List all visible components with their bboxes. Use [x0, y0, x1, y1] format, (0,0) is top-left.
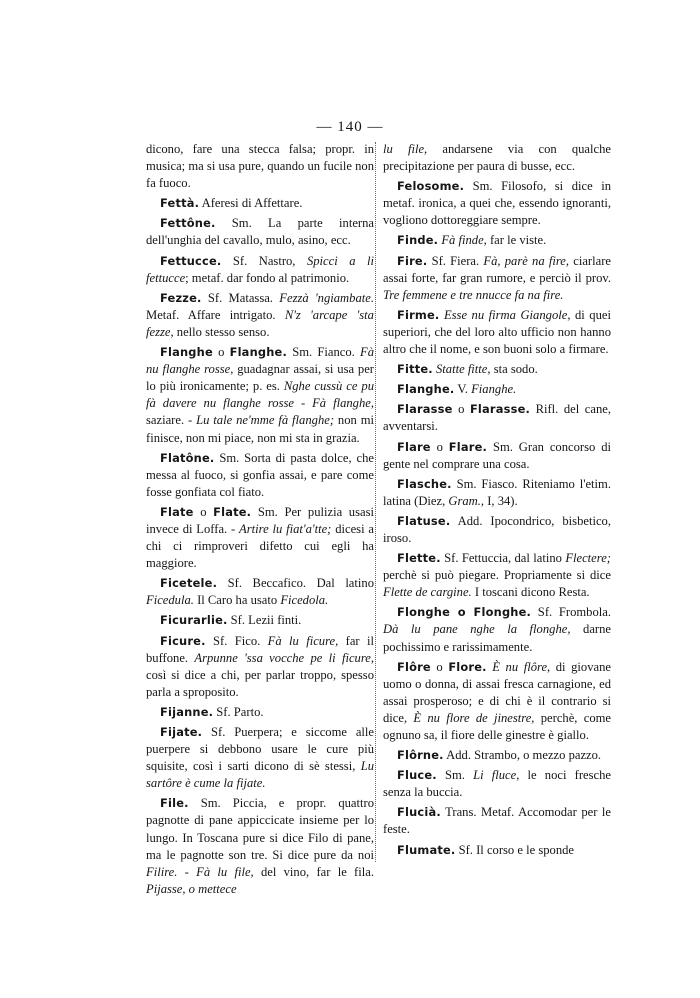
entry-text: Metaf. Affare intrigato. [146, 307, 285, 322]
entry-text: Sf. Frombola. [531, 605, 612, 620]
entry-headword: Fijanne. [160, 704, 214, 719]
entry-example: Pijasse, o mettece [146, 881, 237, 896]
entry-example: È nu flôre, [492, 659, 551, 674]
entry-text: Sf. Fiera. [427, 253, 484, 268]
entry-text: I, 34). [484, 493, 518, 508]
entry-text: Sf. Fico. [205, 633, 268, 648]
entry-headword: Fezze. [160, 290, 202, 305]
entry-headword: Flare. [448, 439, 488, 454]
entry-text: Sf. Lezii finti. [227, 613, 302, 628]
entry-text: guadagnar assai, si usa per lo più ironicamente; p. es. [146, 362, 374, 394]
entry-text: Sf. Parto. [213, 704, 264, 719]
left-column [146, 141, 374, 901]
entry-headword: Flucià. [397, 805, 441, 820]
entry-headword: Fluce. [397, 768, 437, 783]
entry-text: perchè, come ognuno sa, il fiore delle ginestre è giallo. [383, 710, 611, 742]
dictionary-entry [146, 290, 374, 341]
entry-text: o [430, 659, 449, 674]
entry-example: Lu sartôre è cume la fijate. [146, 759, 374, 791]
entry-text: far il buffone. [146, 633, 374, 665]
entry-example: Flectere; [565, 551, 611, 566]
dictionary-entry [383, 253, 611, 304]
entry-headword: Flôre [397, 659, 431, 674]
entry-text: dicesi a chi ci rimproveri difetto cui egli ha maggiore. [146, 521, 374, 571]
entry-example: Arpunne 'ssa vocche pe li ficure, [194, 650, 374, 665]
dictionary-entry [146, 575, 374, 609]
entry-text: dicono, fare una stecca falsa; propr. in musica; ma si usa pure, quando un fucile non fa fuoco. [146, 142, 374, 191]
entry-continuation [146, 141, 374, 192]
entry-text: Add. Ipocondrico, bisbetico, iroso. [383, 513, 611, 545]
dictionary-entry [383, 232, 611, 249]
dictionary-entry [383, 361, 611, 378]
dictionary-entry [146, 450, 374, 501]
entry-headword: Fitte. [397, 362, 433, 377]
entry-headword: Finde. [397, 233, 439, 248]
entry-text: Sf. Il corso e le sponde [455, 842, 575, 857]
entry-example: Fà lu ficure, [267, 633, 339, 648]
entry-text: Sm. Filosofo, si dice in metaf. ironica, a quei che, essendo ignoranti, vogliono dottoreggiare sempre. [383, 179, 611, 228]
entry-text: perchè si può piegare. Propriamente si dice [383, 568, 611, 583]
entry-text: o [452, 402, 470, 417]
entry-text: nello stesso senso. [173, 324, 270, 339]
entry-text: far le viste. [486, 233, 547, 248]
dictionary-entry [383, 401, 611, 435]
entry-text: Add. Strambo, o mezzo pazzo. [443, 748, 602, 763]
entry-continuation [383, 141, 611, 175]
entry-text: Sm. Gran concorso di gente nel comprare una cosa. [383, 439, 611, 471]
entry-headword: Flore. [448, 659, 487, 674]
entry-text: del vino, far le fila. [253, 864, 374, 879]
entry-headword: Firme. [397, 307, 440, 322]
entry-example: Li fluce, [473, 768, 520, 783]
entry-text: le noci fresche senza la buccia. [383, 768, 612, 800]
entry-example: Fezzà 'ngiambate. [279, 290, 374, 305]
entry-headword: Flasche. [397, 476, 452, 491]
entry-headword: Flarasse [397, 402, 453, 417]
dictionary-entry [146, 504, 374, 572]
dictionary-entry [383, 439, 611, 473]
entry-example: Filire. [146, 864, 178, 879]
dictionary-entry [146, 724, 374, 792]
entry-example: Fà, parè na fire, [483, 253, 570, 268]
entry-text: non mi finisce, non mi piace, non mi sta in grazia. [146, 413, 375, 445]
dictionary-entry [383, 604, 611, 655]
dictionary-entry [146, 633, 374, 701]
dictionary-entry [383, 747, 611, 764]
entry-text: Aferesi di Affettare. [199, 196, 303, 211]
entry-example: Fà nu flanghe rosse, [146, 345, 374, 377]
entry-text: o [193, 504, 214, 519]
column-divider [375, 142, 377, 862]
entry-text: Rifl. del cane, avventarsi. [383, 402, 611, 434]
dictionary-entry [383, 659, 611, 744]
entry-headword: Fijate. [160, 725, 203, 739]
dictionary-entry [146, 704, 374, 721]
entry-example: Lu tale ne'mme fà flanghe; [196, 413, 335, 428]
entry-headword: Ficurarlie. [160, 613, 228, 628]
entry-text: Sm. [436, 768, 474, 783]
dictionary-entry [383, 550, 611, 601]
entry-headword: Flonghe o Flonghe. [397, 605, 532, 620]
entry-text: o [430, 439, 449, 454]
entry-headword: Flanghe [160, 345, 213, 360]
entry-text: saziare. - [146, 413, 197, 428]
entry-headword: Ficetele. [160, 576, 218, 591]
entry-text: Sf. Beccafico. Dal latino [217, 576, 374, 591]
entry-headword: File. [160, 796, 189, 811]
entry-text: V. [454, 382, 472, 397]
entry-text: Sm. Piccia, e propr. quattro pagnotte di pane appiccicate insieme per lo lungo. In Toscana pure si dice Filo di pane, ma le pagnotte son tre. Si dice pure da noi [146, 796, 374, 862]
page-number: — 140 — [316, 119, 384, 135]
entry-text: Sf. Matassa. [201, 290, 280, 305]
entry-text: I toscani dicono Resta. [471, 585, 590, 600]
entry-text: di quei superiori, che del loro alto ufficio non hanno altro che il nome, e son buoni solo a firmare. [383, 307, 611, 357]
entry-text: Trans. Metaf. Accomodar per le feste. [383, 805, 611, 837]
entry-text: Sm. Fiasco. Riteniamo l'etim. latina (Diez, [383, 476, 611, 508]
entry-example: Gram., [448, 493, 485, 508]
entry-text: Il Caro ha usato [193, 593, 281, 608]
dictionary-entry [383, 513, 611, 547]
entry-example: Fianghe. [471, 382, 517, 397]
dictionary-entry [146, 795, 374, 898]
dictionary-entry [146, 612, 374, 629]
entry-example: Ficedula. [146, 593, 194, 608]
entry-text: - [177, 864, 197, 879]
entry-text: Sf. Nastro, [221, 253, 307, 268]
entry-example: Flette de cargine. [383, 585, 472, 600]
entry-example: Fà flanghe, [312, 396, 374, 411]
entry-example: Dà lu pane nghe la flonghe, [383, 622, 571, 637]
right-column [383, 141, 611, 862]
entry-text: ciarlare assai forte, far gran rumore, e perciò il prov. [383, 253, 611, 285]
entry-headword: Fettà. [160, 196, 200, 211]
entry-headword: Flare [397, 439, 431, 454]
entry-text: - [293, 396, 313, 411]
entry-text: Sf. Fettuccia, dal latino [440, 551, 566, 566]
entry-headword: Flate. [213, 504, 252, 519]
entry-text: Sm. La parte interna dell'unghia del cavallo, mulo, asino, ecc. [146, 216, 374, 248]
entry-example: Esse nu firma Giangole, [443, 307, 571, 322]
entry-headword: Flanghe. [229, 345, 287, 360]
entry-example: N'z 'arcape 'sta fezze, [146, 307, 374, 339]
entry-headword: Flate [160, 504, 194, 519]
entry-text: Sm. Per pulizia usasi invece di Loffa. - [146, 504, 374, 536]
entry-text: darne pochissimo e rarissimamente. [383, 622, 611, 654]
entry-text: Sm. Sorta di pasta dolce, che messa al fuoco, si gonfia assai, e pare come fosse gonfiata col fiato. [146, 450, 374, 499]
entry-text: così si dice a chi, per parlar troppo, spesso parla a sproposito. [146, 667, 374, 699]
entry-example: Fà finde, [441, 233, 487, 248]
entry-example: lu file, [383, 142, 428, 156]
entry-headword: Fettucce. [160, 253, 222, 268]
dictionary-entry [383, 767, 611, 801]
dictionary-entry [383, 804, 611, 838]
entry-text: di giovane uomo o donna, di assai fresca carnagione, ed assai prosperoso; e di chi è il contrario si dice, [383, 659, 611, 725]
entry-example: Statte fitte, [435, 362, 491, 377]
entry-text: Sf. Puerpera; e siccome alle puerpere si debbono usare le cure più squisite, così i sarti dicono di sè stessi, [146, 725, 374, 774]
entry-text: ; metaf. dar fondo al patrimonio. [185, 270, 350, 285]
entry-headword: Felosome. [397, 179, 465, 194]
dictionary-entry [146, 253, 374, 287]
entry-example: Artire lu fiat'a'tte; [239, 521, 332, 536]
entry-headword: Fire. [397, 253, 428, 268]
entry-headword: Flumate. [397, 842, 456, 857]
entry-example: Nghe cussù ce pu fà davere nu flanghe rosse [146, 379, 374, 411]
dictionary-entry [146, 195, 374, 212]
entry-headword: Flôrne. [397, 748, 444, 763]
entry-example: Tre femmene e tre nnucce fa na fire. [383, 287, 564, 302]
entry-example: È nu flore de jinestre, [413, 710, 535, 725]
entry-headword: Flanghe. [397, 382, 455, 397]
entry-headword: Flatône. [160, 450, 215, 465]
entry-example: Fà lu file, [196, 864, 254, 879]
dictionary-entry [383, 842, 611, 859]
entry-headword: Ficure. [160, 633, 206, 648]
entry-text: sta sodo. [490, 362, 538, 377]
entry-example: Spicci a li fettucce [146, 253, 374, 285]
dictionary-entry [383, 476, 611, 510]
entry-text: o [212, 345, 230, 360]
entry-headword: Flatuse. [397, 513, 451, 528]
entry-headword: Flarasse. [469, 402, 531, 417]
entry-text: andarsene via con qualche precipitazione per paura di busse, ecc. [383, 142, 611, 174]
entry-headword: Fettône. [160, 216, 216, 231]
dictionary-entry [146, 344, 374, 447]
dictionary-entry [383, 381, 611, 398]
dictionary-entry [383, 307, 611, 358]
entry-example: Ficedola. [280, 593, 329, 608]
entry-text: Sm. Fianco. [287, 345, 360, 360]
dictionary-entry [146, 215, 374, 249]
dictionary-entry [383, 178, 611, 229]
entry-headword: Flette. [397, 551, 441, 566]
